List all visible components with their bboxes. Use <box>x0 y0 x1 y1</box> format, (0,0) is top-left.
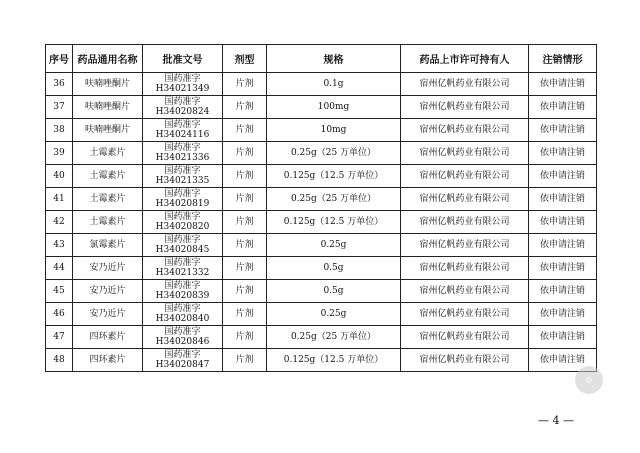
cell-license-holder: 宿州亿帆药业有限公司 <box>401 234 529 257</box>
cell-license-holder: 宿州亿帆药业有限公司 <box>401 73 529 96</box>
cell-drug-name: 土霉素片 <box>73 165 143 188</box>
approval-code: H34020824 <box>155 107 210 117</box>
cell-cancellation-status: 依申请注销 <box>529 234 597 257</box>
approval-code: H34020847 <box>155 360 210 370</box>
cell-dosage-form: 片剂 <box>223 96 267 119</box>
cell-drug-name: 土霉素片 <box>73 211 143 234</box>
cell-dosage-form: 片剂 <box>223 73 267 96</box>
approval-prefix: 国药准字 <box>164 349 201 360</box>
cell-specification: 0.125g（12.5 万单位） <box>267 349 401 372</box>
cell-specification: 0.1g <box>267 73 401 96</box>
cell-approval-no <box>143 119 223 142</box>
cell-approval-no <box>143 303 223 326</box>
cell-serial-no: 40 <box>46 165 73 188</box>
cell-serial-no: 46 <box>46 303 73 326</box>
cell-specification: 10mg <box>267 119 401 142</box>
cell-dosage-form: 片剂 <box>223 142 267 165</box>
cell-license-holder: 宿州亿帆药业有限公司 <box>401 96 529 119</box>
cell-serial-no: 45 <box>46 280 73 303</box>
cell-cancellation-status: 依申请注销 <box>529 73 597 96</box>
cell-specification: 0.5g <box>267 280 401 303</box>
cell-cancellation-status: 依申请注销 <box>529 280 597 303</box>
cell-license-holder: 宿州亿帆药业有限公司 <box>401 119 529 142</box>
cell-cancellation-status: 依申请注销 <box>529 142 597 165</box>
header-serial-no: 序号 <box>46 45 73 73</box>
approval-code: H34021336 <box>155 153 210 163</box>
cell-specification: 100mg <box>267 96 401 119</box>
approval-prefix: 国药准字 <box>164 326 201 337</box>
drug-registration-table <box>45 44 597 372</box>
cell-serial-no: 41 <box>46 188 73 211</box>
approval-prefix: 国药准字 <box>164 280 201 291</box>
approval-code: H34020820 <box>155 222 210 232</box>
cell-specification: 0.125g（12.5 万单位） <box>267 165 401 188</box>
cell-license-holder: 宿州亿帆药业有限公司 <box>401 188 529 211</box>
cell-dosage-form: 片剂 <box>223 234 267 257</box>
cell-specification: 0.25g <box>267 303 401 326</box>
cell-dosage-form: 片剂 <box>223 280 267 303</box>
approval-prefix: 国药准字 <box>164 142 201 153</box>
approval-prefix: 国药准字 <box>164 188 201 199</box>
cell-approval-no <box>143 165 223 188</box>
cell-drug-name: 呋喃唑酮片 <box>73 119 143 142</box>
cell-drug-name: 土霉素片 <box>73 142 143 165</box>
cell-drug-name: 安乃近片 <box>73 257 143 280</box>
page-number: — 4 — <box>538 414 574 427</box>
cell-cancellation-status: 依申请注销 <box>529 188 597 211</box>
header-license-holder: 药品上市许可持有人 <box>401 45 529 73</box>
cell-drug-name: 四环素片 <box>73 326 143 349</box>
cell-specification: 0.125g（12.5 万单位） <box>267 211 401 234</box>
header-specification: 规格 <box>267 45 401 73</box>
header-cancellation-status: 注销情形 <box>529 45 597 73</box>
table-row <box>46 234 597 257</box>
table-row <box>46 280 597 303</box>
cell-approval-no <box>143 280 223 303</box>
table-row <box>46 142 597 165</box>
cell-cancellation-status: 依申请注销 <box>529 349 597 372</box>
table-row <box>46 257 597 280</box>
cell-cancellation-status: 依申请注销 <box>529 96 597 119</box>
approval-prefix: 国药准字 <box>164 165 201 176</box>
cell-serial-no: 48 <box>46 349 73 372</box>
cell-cancellation-status: 依申请注销 <box>529 119 597 142</box>
approval-prefix: 国药准字 <box>164 257 201 268</box>
cell-approval-no <box>143 211 223 234</box>
approval-code: H34024116 <box>155 130 210 140</box>
cell-approval-no <box>143 96 223 119</box>
cell-cancellation-status: 依申请注销 <box>529 303 597 326</box>
cell-license-holder: 宿州亿帆药业有限公司 <box>401 349 529 372</box>
cell-cancellation-status: 依申请注销 <box>529 211 597 234</box>
cell-license-holder: 宿州亿帆药业有限公司 <box>401 326 529 349</box>
table-row <box>46 349 597 372</box>
cell-approval-no <box>143 349 223 372</box>
cell-drug-name: 四环素片 <box>73 349 143 372</box>
cell-approval-no <box>143 73 223 96</box>
cell-serial-no: 47 <box>46 326 73 349</box>
header-row <box>46 45 597 73</box>
cell-approval-no <box>143 326 223 349</box>
cell-specification: 0.25g（25 万单位） <box>267 326 401 349</box>
cell-drug-name: 安乃近片 <box>73 303 143 326</box>
approval-prefix: 国药准字 <box>164 211 201 222</box>
cell-serial-no: 37 <box>46 96 73 119</box>
table-row <box>46 73 597 96</box>
cell-license-holder: 宿州亿帆药业有限公司 <box>401 165 529 188</box>
approval-prefix: 国药准字 <box>164 234 201 245</box>
approval-code: H34021349 <box>155 84 210 94</box>
table-body <box>46 73 597 372</box>
cell-dosage-form: 片剂 <box>223 188 267 211</box>
cell-specification: 0.5g <box>267 257 401 280</box>
header-approval-no: 批准文号 <box>143 45 223 73</box>
cell-dosage-form: 片剂 <box>223 119 267 142</box>
cell-drug-name: 氯霉素片 <box>73 234 143 257</box>
table-row <box>46 119 597 142</box>
table-row <box>46 326 597 349</box>
cell-serial-no: 39 <box>46 142 73 165</box>
table-row <box>46 96 597 119</box>
approval-prefix: 国药准字 <box>164 303 201 314</box>
approval-code: H34021332 <box>155 268 210 278</box>
cell-specification: 0.25g（25 万单位） <box>267 142 401 165</box>
cell-cancellation-status: 依申请注销 <box>529 165 597 188</box>
approval-code: H34020840 <box>155 314 210 324</box>
approval-code: H34020819 <box>155 199 210 209</box>
table-row <box>46 188 597 211</box>
cell-serial-no: 44 <box>46 257 73 280</box>
cell-dosage-form: 片剂 <box>223 257 267 280</box>
approval-prefix: 国药准字 <box>164 73 201 84</box>
cell-drug-name: 呋喃唑酮片 <box>73 96 143 119</box>
cell-cancellation-status: 依申请注销 <box>529 326 597 349</box>
cell-approval-no <box>143 234 223 257</box>
cell-serial-no: 43 <box>46 234 73 257</box>
cell-drug-name: 土霉素片 <box>73 188 143 211</box>
cell-dosage-form: 片剂 <box>223 211 267 234</box>
cell-serial-no: 42 <box>46 211 73 234</box>
cell-license-holder: 宿州亿帆药业有限公司 <box>401 142 529 165</box>
cell-license-holder: 宿州亿帆药业有限公司 <box>401 211 529 234</box>
cell-dosage-form: 片剂 <box>223 303 267 326</box>
header-dosage-form: 剂型 <box>223 45 267 73</box>
cell-approval-no <box>143 188 223 211</box>
header-drug-name: 药品通用名称 <box>73 45 143 73</box>
cell-license-holder: 宿州亿帆药业有限公司 <box>401 303 529 326</box>
cell-dosage-form: 片剂 <box>223 326 267 349</box>
cell-cancellation-status: 依申请注销 <box>529 257 597 280</box>
cell-serial-no: 36 <box>46 73 73 96</box>
cell-drug-name: 安乃近片 <box>73 280 143 303</box>
table-header <box>46 45 597 73</box>
cell-approval-no <box>143 142 223 165</box>
approval-prefix: 国药准字 <box>164 96 201 107</box>
cell-license-holder: 宿州亿帆药业有限公司 <box>401 280 529 303</box>
table-row <box>46 211 597 234</box>
table-row <box>46 303 597 326</box>
approval-code: H34020845 <box>155 245 210 255</box>
watermark-logo: ◎ <box>575 366 603 394</box>
cell-serial-no: 38 <box>46 119 73 142</box>
cell-specification: 0.25g（25 万单位） <box>267 188 401 211</box>
approval-code: H34020839 <box>155 291 210 301</box>
cell-specification: 0.25g <box>267 234 401 257</box>
cell-dosage-form: 片剂 <box>223 165 267 188</box>
approval-prefix: 国药准字 <box>164 119 201 130</box>
cell-approval-no <box>143 257 223 280</box>
table-row <box>46 165 597 188</box>
cell-license-holder: 宿州亿帆药业有限公司 <box>401 257 529 280</box>
approval-code: H34021335 <box>155 176 210 186</box>
cell-drug-name: 呋喃唑酮片 <box>73 73 143 96</box>
approval-code: H34020846 <box>155 337 210 347</box>
cell-dosage-form: 片剂 <box>223 349 267 372</box>
